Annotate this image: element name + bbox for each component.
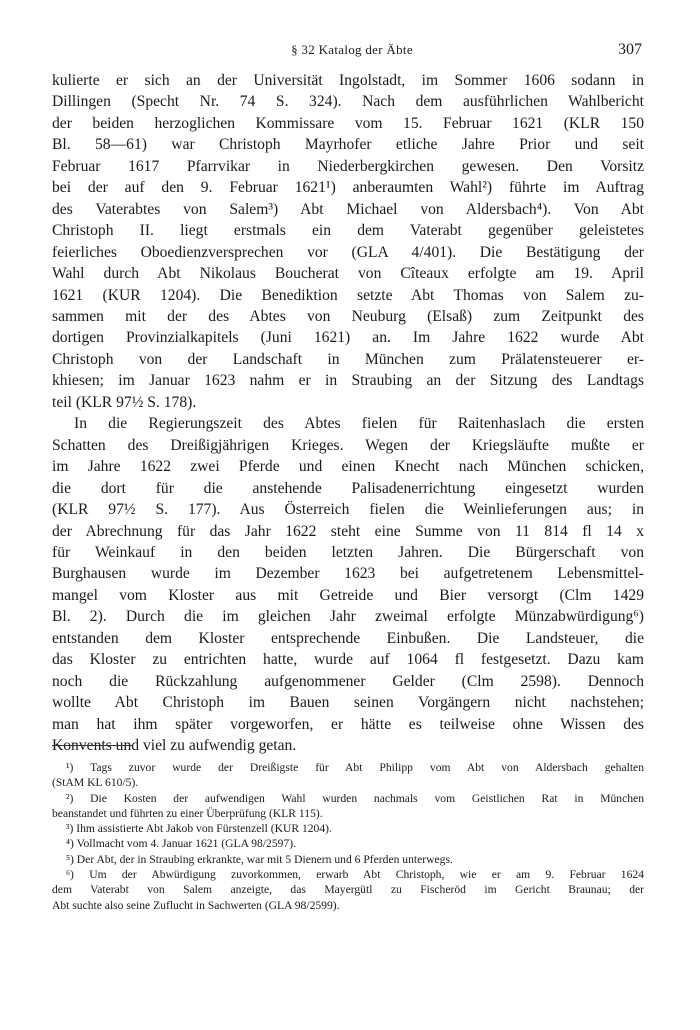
footnote-line: ²) Die Kosten der aufwendigen Wahl wurden nachmals vom Geistlichen Rat in München (66, 791, 644, 805)
footnotes (52, 760, 644, 913)
body-line: 1621 (KUR 1204). Die Benediktion setzte Abt Thomas von Salem zu- (52, 286, 644, 304)
body-line: Christoph II. liegt erstmals ein dem Vaterabt gegenüber geleistetes (52, 222, 644, 240)
body-line: noch die Rückzahlung aufgenommener Gelder (Clm 2598). Dennoch (52, 672, 644, 690)
footnote-line: ³) Ihm assistierte Abt Jakob von Fürstenzell (KUR 1204). (66, 822, 332, 836)
body-line: feierliches Oboedienzversprechen vor (GLA 4/401). Die Bestätigung der (52, 243, 644, 261)
running-title: § 32 Katalog der Äbte (291, 42, 413, 57)
footnote-line: beanstandet und führten zu einer Überprüfung (KLR 115). (52, 806, 323, 820)
footnote-line: ⁴) Vollmacht vom 4. Januar 1621 (GLA 98/2597). (66, 837, 296, 851)
body-line: teil (KLR 97½ S. 178). (52, 393, 197, 411)
body-line: der beiden herzoglichen Kommissare vom 15. Februar 1621 (KLR 150 (52, 114, 644, 132)
body-line: Februar 1617 Pfarrvikar in Niederbergkirchen gewesen. Den Vorsitz (52, 157, 644, 175)
footnote-line: Abt suchte also seine Zuflucht in Sachwerten (GLA 98/2599). (52, 898, 340, 912)
body-line: mangel vom Kloster aus mit Getreide und Bier versorgt (Clm 1429 (52, 586, 644, 604)
body-line: für Weinkauf in den beiden letzten Jahren. Die Bürgerschaft von (52, 543, 644, 561)
body-line: der Abrechnung für das Jahr 1622 steht eine Summe von 11 814 fl 14 x (52, 522, 644, 540)
body-line: (KLR 97½ S. 177). Aus Österreich fielen die Weinlieferungen aus; in (52, 501, 644, 519)
footnote-separator (52, 745, 132, 746)
body-line: Schatten des Dreißigjährigen Krieges. Wegen der Kriegsläufte mußte er (52, 436, 644, 454)
body-line: In die Regierungszeit des Abtes fielen für Raitenhaslach die ersten (74, 415, 644, 433)
footnote-line: (StAM KL 610/5). (52, 776, 139, 790)
footnote-line: dem Vaterabt von Salem anzeigte, das Mayergütl zu Fischeröd im Gericht Braunau; der (52, 883, 644, 897)
body-line: Christoph von der Landschaft in München zum Prälatensteuerer er- (52, 350, 644, 368)
running-head (52, 42, 652, 64)
body-line: khiesen; im Januar 1623 nahm er in Straubing an der Sitzung des Landtags (52, 372, 644, 390)
body-line: Bl. 2). Durch die im gleichen Jahr zweimal erfolgte Münzabwürdigung⁶) (52, 608, 644, 626)
body-line: das Kloster zu entrichten hatte, wurde auf 1064 fl festgesetzt. Dazu kam (52, 651, 644, 669)
body-line: Konvents und viel zu aufwendig getan. (52, 737, 297, 755)
page-number: 307 (618, 41, 642, 58)
body-line: Dillingen (Specht Nr. 74 S. 324). Nach dem ausführlichen Wahlbericht (52, 93, 644, 111)
body-line: die dort für die anstehende Palisadenerrichtung eingesetzt wurden (52, 479, 644, 497)
body-line: wollte Abt Christoph im Bauen seinen Vorgängern nicht nachstehen; (52, 694, 644, 712)
body-line: im Jahre 1622 zwei Pferde und einen Knecht nach München schicken, (52, 458, 644, 476)
footnote-line: ¹) Tags zuvor wurde der Dreißigste für Abt Philipp vom Abt von Aldersbach gehalten (66, 761, 644, 774)
body-line: man hat ihm später vorgeworfen, er hätte es teilweise ohne Wissen des (52, 715, 644, 733)
body-line: des Vaterabtes von Salem³) Abt Michael von Aldersbach⁴). Von Abt (52, 200, 644, 218)
body-line: Bl. 58—61) war Christoph Mayrhofer etliche Jahre Prior und seit (52, 136, 644, 154)
body-line: sammen mit der des Abtes von Neuburg (Elsaß) zum Zeitpunkt des (52, 307, 644, 325)
body-line: Wahl durch Abt Nikolaus Boucherat von Cîteaux erfolgte am 19. April (52, 265, 644, 283)
footnote-line: ⁵) Der Abt, der in Straubing erkrankte, war mit 5 Dienern und 6 Pferden unterwegs. (66, 852, 453, 866)
body-line: dortigen Provinzialkapitels (Juni 1621) an. Im Jahre 1622 wurde Abt (52, 329, 644, 347)
body-line: entstanden dem Kloster entsprechende Einbußen. Die Landsteuer, die (52, 629, 644, 647)
body-text (52, 70, 644, 757)
body-line: Burghausen wurde im Dezember 1623 bei aufgetretenem Lebensmittel- (52, 565, 644, 583)
body-line: bei der auf den 9. Februar 1621¹) anberaumten Wahl²) führte im Auftrag (52, 179, 644, 197)
footnote-line: ⁶) Um der Abwürdigung zuvorkommen, erwarb Abt Christoph, wie er am 9. Februar 1624 (66, 868, 644, 882)
body-line: kulierte er sich an der Universität Ingolstadt, im Sommer 1606 sodann in (52, 72, 644, 89)
